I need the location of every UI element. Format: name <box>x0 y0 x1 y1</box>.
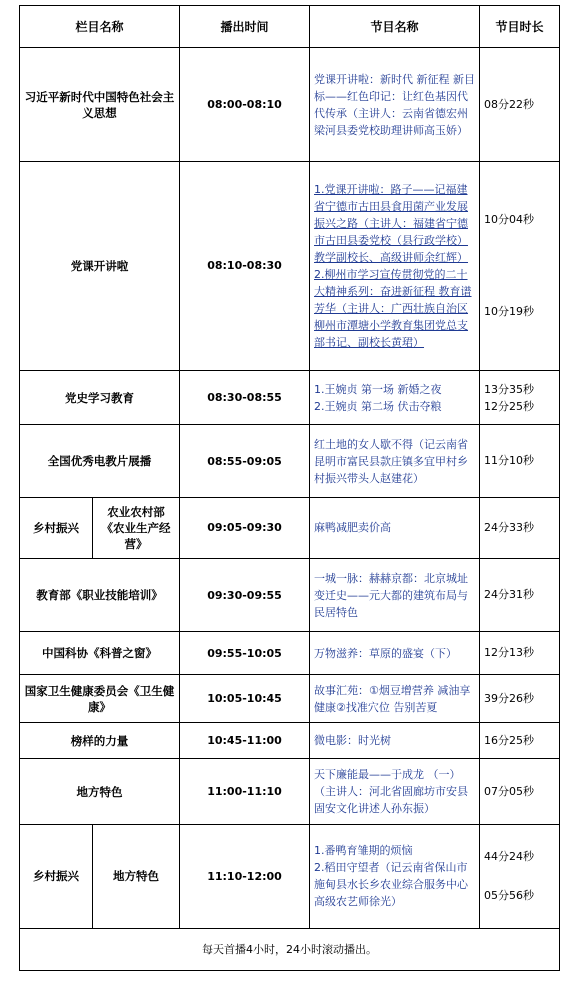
duration: 12分13秒 <box>480 632 560 674</box>
table-row <box>20 425 560 498</box>
spacer <box>484 865 555 887</box>
air-time: 08:00-08:10 <box>180 48 310 161</box>
duration: 10分19秒 <box>484 305 535 319</box>
column-name: 习近平新时代中国特色社会主义思想 <box>20 48 180 161</box>
table-row <box>20 558 560 632</box>
table-row <box>20 825 560 928</box>
air-time: 08:55-09:05 <box>180 425 310 498</box>
table-row <box>20 370 560 425</box>
duration-list <box>480 370 560 425</box>
air-time: 10:05-10:45 <box>180 674 310 723</box>
table-row <box>20 723 560 758</box>
program-name[interactable]: 1.王婉贞 第一场 新婚之夜 <box>314 382 442 396</box>
duration: 13分35秒 <box>484 382 535 396</box>
air-time: 10:45-11:00 <box>180 723 310 758</box>
table-row <box>20 674 560 723</box>
column-name: 地方特色 <box>20 758 180 825</box>
program-name[interactable]: 党课开讲啦：新时代 新征程 新目标——红色印记：让红色基因代代传承（主讲人：云南省德宏州梁河县委党校助理讲师高玉娇） <box>310 48 480 161</box>
header-duration: 节目时长 <box>480 6 560 48</box>
air-time: 09:05-09:30 <box>180 498 310 559</box>
air-time: 11:10-12:00 <box>180 825 310 928</box>
duration: 08分22秒 <box>480 48 560 161</box>
program-name[interactable]: 2.王婉贞 第二场 伏击夺粮 <box>314 399 442 413</box>
header-row <box>20 6 560 48</box>
schedule-table <box>19 5 560 971</box>
column-name: 中国科协《科普之窗》 <box>20 632 180 674</box>
duration: 07分05秒 <box>480 758 560 825</box>
duration: 39分26秒 <box>480 674 560 723</box>
air-time: 09:55-10:05 <box>180 632 310 674</box>
duration: 24分33秒 <box>480 498 560 559</box>
column-name: 国家卫生健康委员会《卫生健康》 <box>20 674 180 723</box>
program-name[interactable]: 天下廉能最——于成龙 （一）（主讲人：河北省固廊坊市安县固安文化讲述人孙东振） <box>310 758 480 825</box>
duration: 44分24秒 <box>484 850 535 864</box>
duration: 24分31秒 <box>480 558 560 632</box>
air-time: 11:00-11:10 <box>180 758 310 825</box>
program-name[interactable]: 1.番鸭育雏期的烦恼 <box>314 844 413 858</box>
table-row <box>20 161 560 370</box>
duration: 12分25秒 <box>484 399 535 413</box>
column-name: 地方特色 <box>93 825 180 928</box>
program-name[interactable]: 麻鸭减肥卖价高 <box>310 498 480 559</box>
table-row <box>20 632 560 674</box>
program-list <box>310 161 480 370</box>
table-row <box>20 48 560 161</box>
program-name[interactable]: 2.柳州市学习宣传贯彻党的二十大精神系列：奋进新征程 教育谱芳华（主讲人：广西壮族自治区柳州市潭塘小学教育集团党总支部书记、副校长黄珺） <box>314 267 472 349</box>
program-name[interactable]: 1.党课开讲啦：路子——记福建省宁德市古田县食用菌产业发展振兴之路（主讲人：福建省宁德市古田县委党校（县行政学校）教学副校长、高级讲师余红辉） <box>314 182 469 264</box>
air-time: 08:30-08:55 <box>180 370 310 425</box>
column-name: 党史学习教育 <box>20 370 180 425</box>
program-name[interactable]: 微电影：时光树 <box>310 723 480 758</box>
air-time: 09:30-09:55 <box>180 558 310 632</box>
column-name: 教育部《职业技能培训》 <box>20 558 180 632</box>
program-name[interactable]: 万物滋养：草原的盛宴（下） <box>310 632 480 674</box>
column-name: 党课开讲啦 <box>20 161 180 370</box>
column-group: 乡村振兴 <box>20 498 93 559</box>
program-name[interactable]: 红土地的女人歇不得（记云南省昆明市富民县款庄镇多宜甲村乡村振兴带头人赵建花） <box>310 425 480 498</box>
program-list <box>310 825 480 928</box>
duration: 10分04秒 <box>484 213 535 227</box>
program-name[interactable]: 故事汇苑：①烟豆增营养 减油享健康②找准穴位 告别苦夏 <box>310 674 480 723</box>
column-name: 农业农村部《农业生产经营》 <box>93 498 180 559</box>
duration: 16分25秒 <box>480 723 560 758</box>
duration: 11分10秒 <box>480 425 560 498</box>
air-time: 08:10-08:30 <box>180 161 310 370</box>
duration: 05分56秒 <box>484 889 535 903</box>
program-name[interactable]: 一城一脉：赫赫京都：北京城址变迁史——元大都的建筑布局与民居特色 <box>310 558 480 632</box>
duration-list <box>480 161 560 370</box>
header-program-name: 节目名称 <box>310 6 480 48</box>
footer-row <box>20 928 560 971</box>
program-name[interactable]: 2.稻田守望者（记云南省保山市施甸县水长乡农业综合服务中心高级农艺师徐光） <box>314 861 469 909</box>
spacer <box>484 228 555 303</box>
column-name: 全国优秀电教片展播 <box>20 425 180 498</box>
footer-note: 每天首播4小时，24小时滚动播出。 <box>20 928 560 971</box>
column-group: 乡村振兴 <box>20 825 93 928</box>
header-air-time: 播出时间 <box>180 6 310 48</box>
program-list <box>310 370 480 425</box>
column-name: 榜样的力量 <box>20 723 180 758</box>
header-column-name: 栏目名称 <box>20 6 180 48</box>
table-row <box>20 758 560 825</box>
table-row <box>20 498 560 559</box>
duration-list <box>480 825 560 928</box>
